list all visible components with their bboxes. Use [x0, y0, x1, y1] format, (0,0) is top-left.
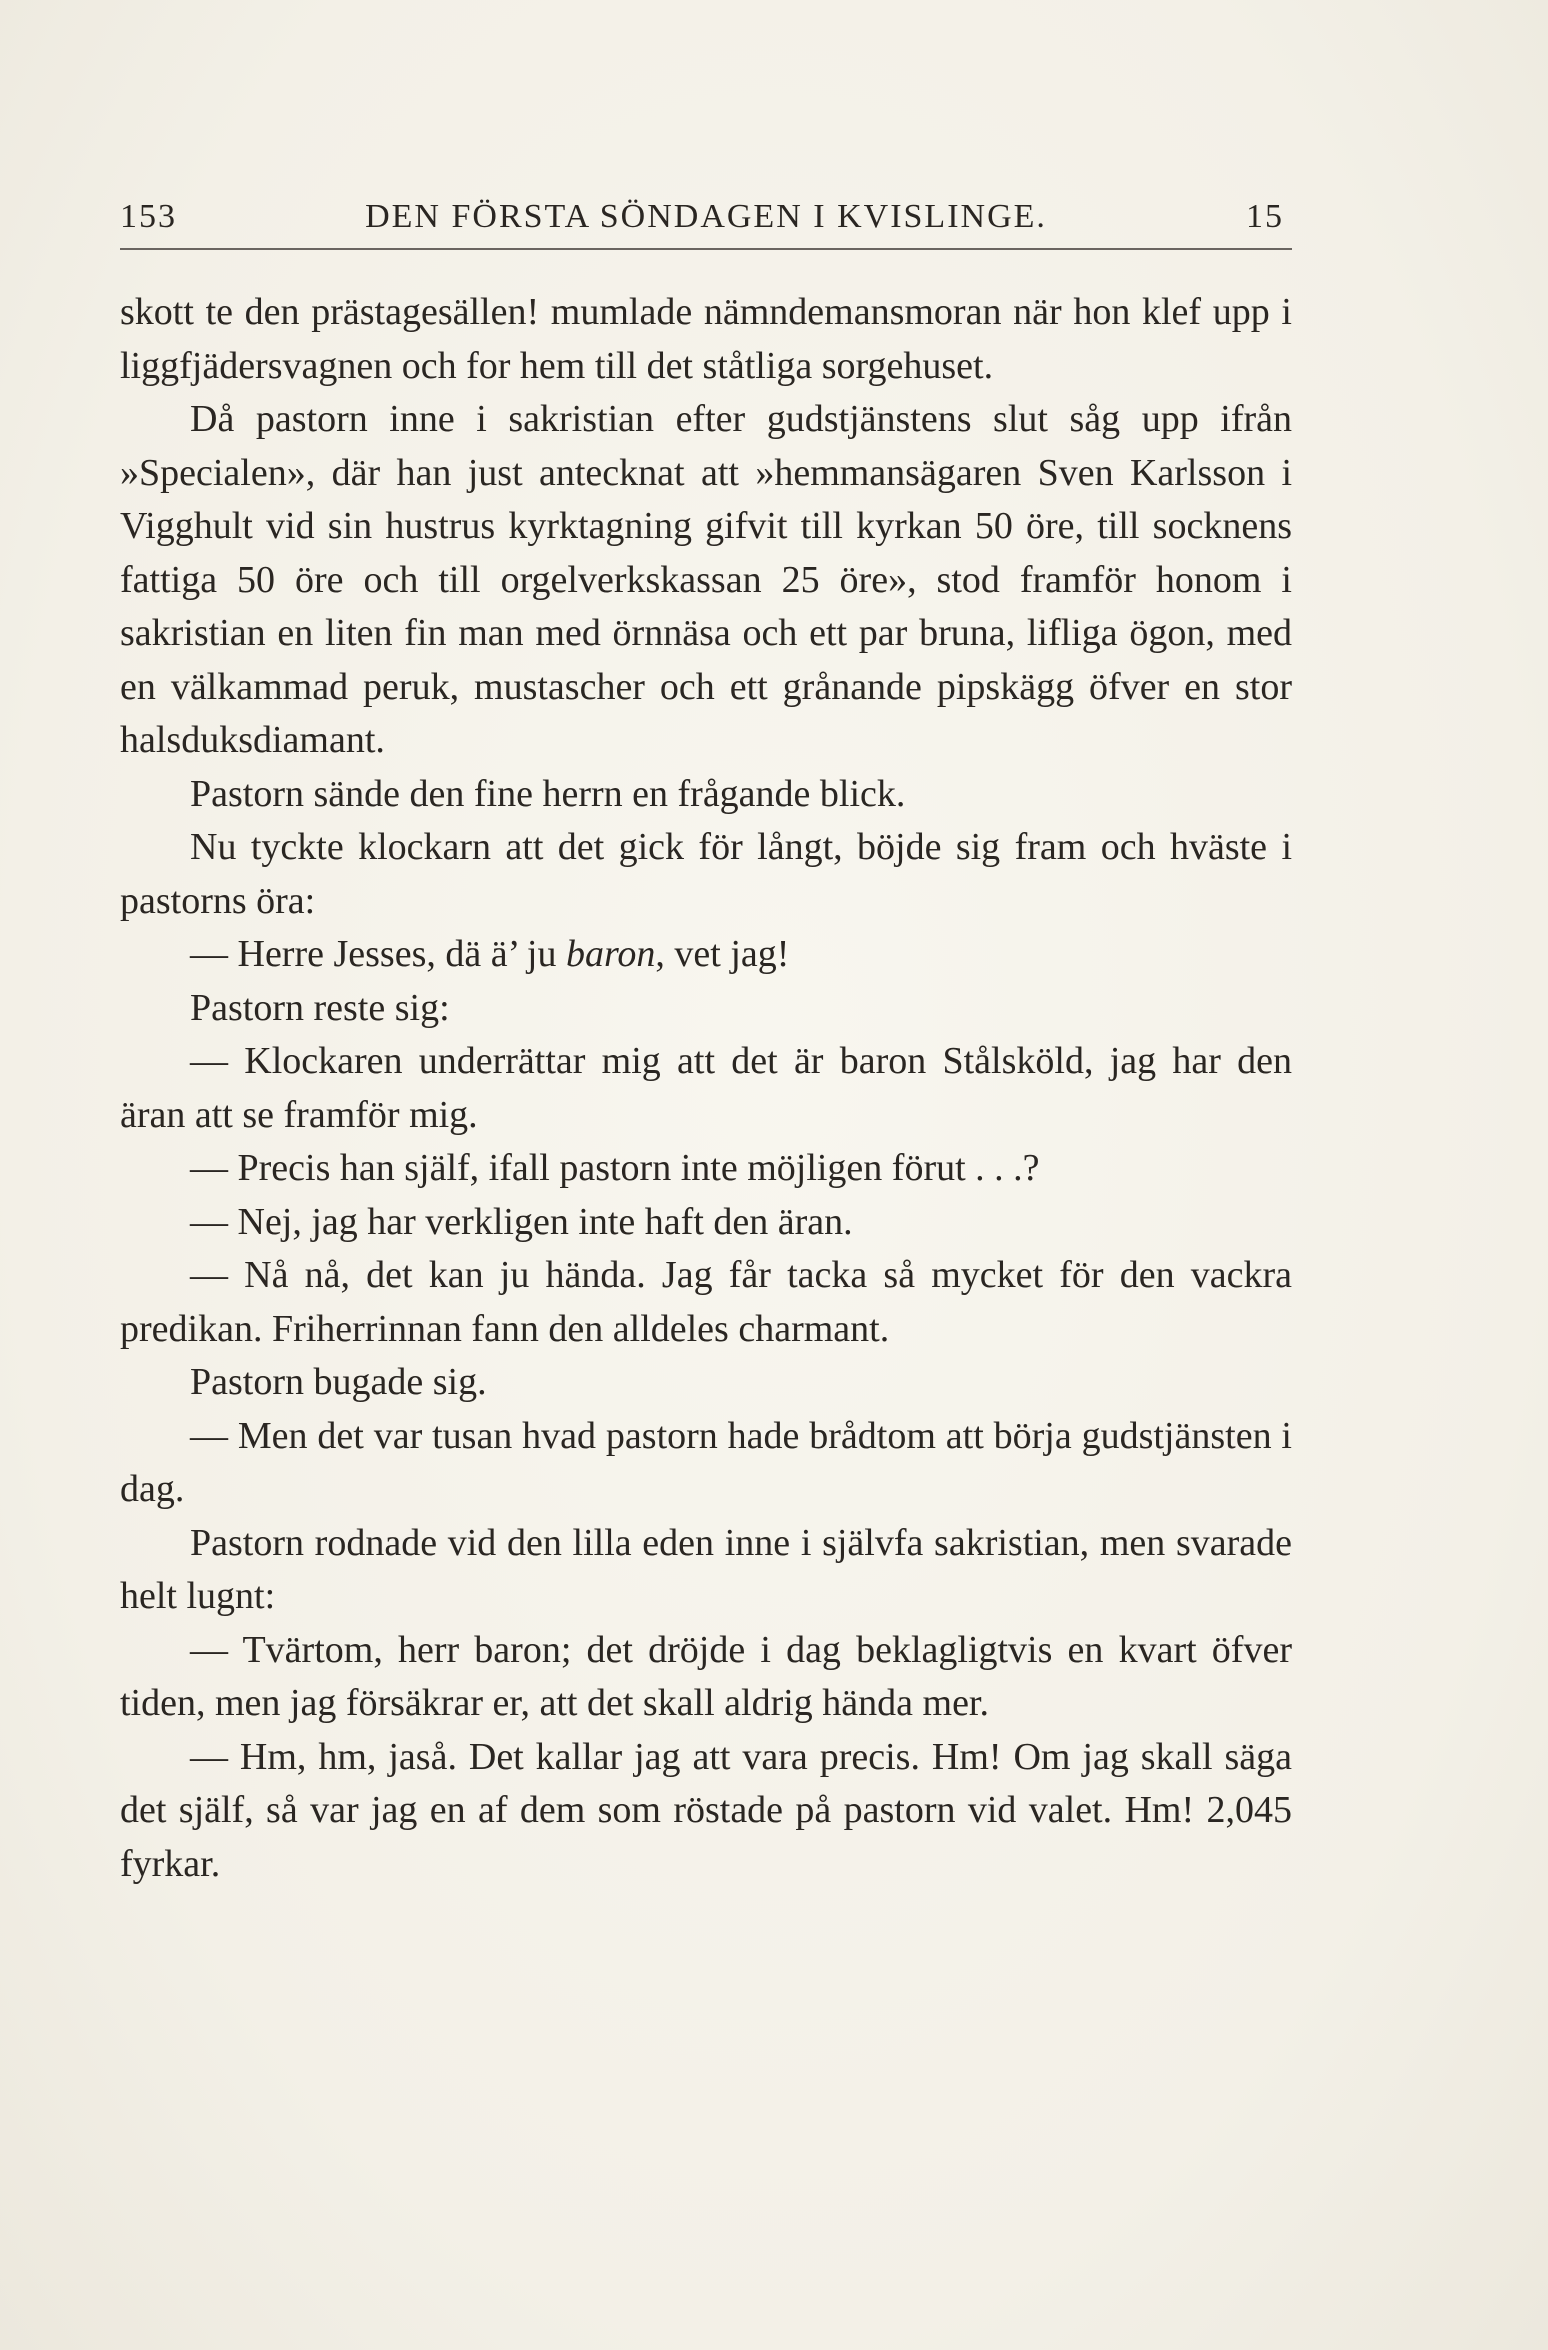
text-segment: — Herre Jesses, dä ä’ ju [190, 933, 566, 975]
paragraph: — Men det var tusan hvad pastorn hade brådtom att börja gudstjänsten i dag. [120, 1414, 1292, 1510]
paragraph: Nu tyckte klockarn att det gick för långt, böjde sig fram och hväste i pastorns öra: [120, 826, 1292, 922]
paragraph: Pastorn bugade sig. [190, 1361, 487, 1403]
paragraph: Pastorn rodnade vid den lilla eden inne i självfa sakristian, men svarade helt lugnt: [120, 1521, 1292, 1617]
section-number: 15 [1246, 198, 1284, 235]
paragraph: Pastorn sände den fine herrn en frågande blick. [190, 772, 906, 815]
paragraph: Pastorn reste sig: [190, 986, 450, 1029]
text-segment: , vet jag! [655, 933, 790, 975]
running-title: DEN FÖRSTA SÖNDAGEN I KVISLINGE. [365, 198, 1047, 235]
paragraph: — Nej, jag har verkligen inte haft den äran. [190, 1200, 853, 1243]
paragraph-with-emphasis [120, 928, 1292, 982]
paragraph: — Precis han själf, ifall pastorn inte möjligen förut . . .? [190, 1147, 1040, 1189]
emphasis-text: baron [566, 933, 656, 975]
paragraph: Då pastorn inne i sakristian efter gudstjänstens slut såg upp ifrån »Specialen», där han just antecknat att »hemmansägaren Sven Karlsson i Vigghult vid sin hustrus kyrktagning gifvit till kyrkan 50 öre, till socknens fattiga 50 öre och till orgelverkskassan 25 öre», stod framför honom i sakristian en liten fin man med örnnäsa och ett par bruna, lifliga ögon, med en välkammad peruk, mustascher och ett grånande pipskägg öfver en stor halsduksdiamant. [120, 398, 1292, 761]
page-number: 153 [120, 198, 177, 235]
paragraph: — Nå nå, det kan ju hända. Jag får tacka så mycket för den vackra predikan. Friherrinnan fann den alldeles charmant. [120, 1254, 1292, 1350]
paragraph: skott te den prästagesällen! mumlade nämndemansmoran när hon klef upp i liggfjädersvagnen och for hem till det ståtliga sorgehuset. [120, 291, 1292, 387]
paragraph: — Hm, hm, jaså. Det kallar jag att vara precis. Hm! Om jag skall säga det själf, så var jag en af dem som röstade på pastorn vid valet. Hm! 2,045 fyrkar. [120, 1735, 1292, 1885]
running-header [120, 192, 1292, 250]
paragraph: — Tvärtom, herr baron; det dröjde i dag beklagligtvis en kvart öfver tiden, men jag försäkrar er, att det skall aldrig hända mer. [120, 1628, 1292, 1724]
paragraph: — Klockaren underrättar mig att det är baron Stålsköld, jag har den äran att se framför mig. [120, 1040, 1292, 1136]
body-text [120, 286, 1292, 1891]
